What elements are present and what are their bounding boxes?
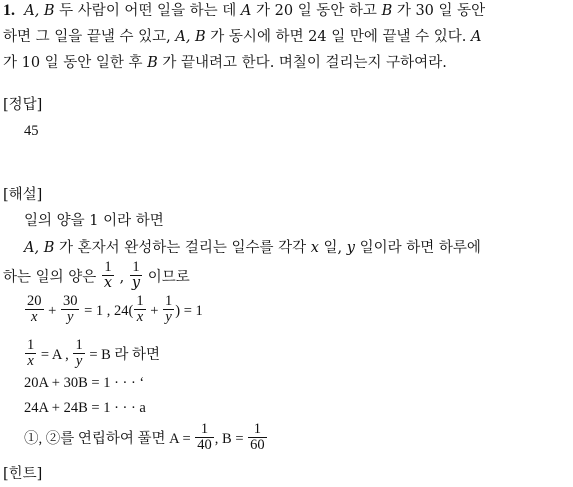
fraction-30-over-y (61, 294, 80, 325)
var-b: B (381, 3, 393, 19)
solution-text: 일, (318, 240, 347, 256)
var-a: A (240, 3, 252, 19)
numerator: 1 (27, 337, 35, 353)
problem-text: 가 10 일 동안 일한 후 (3, 55, 148, 71)
fraction-1-over-y (163, 294, 174, 325)
problem-line-3 (3, 54, 447, 72)
problem-line-1 (3, 2, 485, 20)
equation-text: ①, ②를 연립하여 풀면 A = (24, 430, 191, 447)
fraction-1-over-y (73, 338, 84, 369)
equation-5 (24, 421, 268, 455)
numerator: 1 (248, 422, 267, 438)
problem-text: 가 30 일 동안 (392, 3, 486, 19)
fraction-1-over-60 (248, 422, 267, 453)
denominator: 60 (250, 437, 265, 453)
problem-text: 가 20 일 동안 하고 (251, 3, 382, 19)
problem-text: 하면 그 일을 끝낼 수 있고, (3, 29, 176, 45)
fraction-1-over-x (25, 338, 36, 369)
equation-2 (24, 337, 161, 371)
equation-text: = B 라 하면 (89, 346, 161, 363)
var-ab: A, B (24, 3, 55, 19)
problem-text: 두 사람이 어떤 일을 하는 데 (54, 3, 241, 19)
denominator: x (27, 353, 34, 369)
problem-number: 1. (3, 2, 15, 19)
denominator: y (75, 353, 83, 369)
var-ab: A, B (175, 29, 206, 45)
fraction-1-over-x (134, 294, 145, 325)
solution-label: [해설] (3, 187, 43, 203)
answer-label: [정답] (3, 97, 43, 113)
solution-line-3 (3, 259, 190, 293)
denominator: y (131, 275, 141, 291)
denominator: x (31, 309, 38, 325)
denominator: y (66, 309, 74, 325)
solution-text: 이므로 (147, 269, 190, 286)
solution-text: 가 혼자서 완성하는 걸리는 일수를 각각 (54, 240, 311, 256)
numerator: 1 (102, 260, 114, 276)
numerator: 1 (130, 260, 142, 276)
equation-1 (24, 293, 203, 327)
answer-value: 45 (24, 123, 39, 139)
plus-sign: + (48, 302, 57, 319)
equation-text: = A , (40, 346, 69, 363)
numerator: 1 (136, 293, 144, 309)
var-y: y (346, 240, 355, 256)
hint-label: [힌트] (3, 466, 43, 482)
fraction-20-over-x (25, 294, 44, 325)
denominator: 40 (197, 437, 212, 453)
plus-sign: + (150, 302, 159, 319)
problem-text: 가 끝내려고 한다. 며칠이 걸리는지 구하여라. (157, 55, 447, 71)
var-b: B (147, 55, 158, 71)
numerator: 1 (75, 337, 83, 353)
solution-text: 하는 일의 양은 (3, 269, 101, 286)
problem-text: 가 동시에 하면 24 일 만에 끝낼 수 있다. (205, 29, 471, 45)
denominator: x (136, 309, 144, 325)
numerator: 20 (27, 293, 42, 309)
problem-line-2 (3, 28, 481, 46)
denominator: x (103, 275, 113, 291)
fraction-1-over-x (102, 260, 114, 291)
solution-text: , (115, 269, 129, 286)
solution-text: 일이라 하면 하루에 (354, 240, 481, 256)
fraction-1-over-40 (195, 422, 214, 453)
var-a: A (470, 29, 482, 45)
equation-text: , B = (214, 430, 244, 447)
solution-line-2 (24, 239, 481, 257)
equation-3: 20A + 30B = 1 · · · ‘ (24, 375, 145, 391)
equation-4: 24A + 24B = 1 · · · a (24, 400, 146, 416)
solution-line-1: 일의 양을 1 이라 하면 (24, 213, 164, 229)
fraction-1-over-y (130, 260, 142, 291)
var-x: x (310, 240, 319, 256)
equation-text: ) = 1 (175, 302, 203, 319)
numerator: 1 (165, 293, 173, 309)
denominator: y (165, 309, 172, 325)
var-ab: A, B (24, 240, 55, 256)
numerator: 30 (62, 293, 78, 309)
numerator: 1 (195, 422, 214, 438)
equation-text: = 1 , 24( (84, 302, 134, 319)
